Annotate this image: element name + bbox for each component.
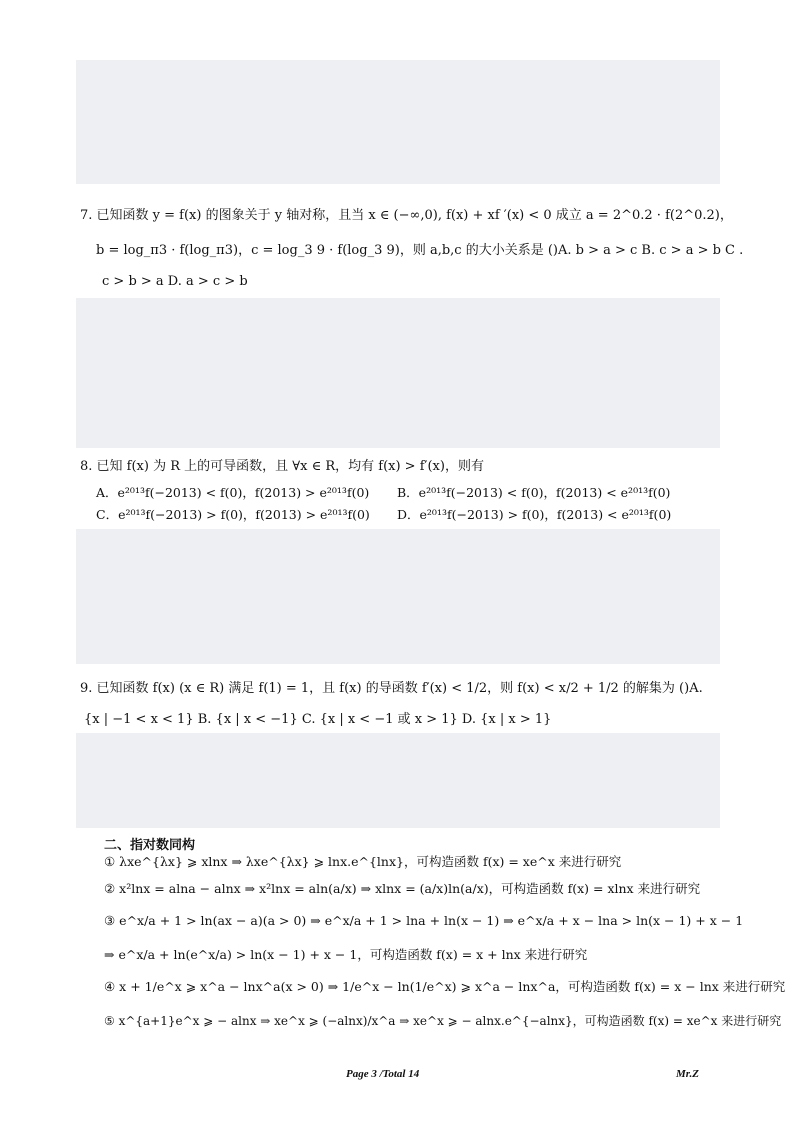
answer-area-1	[76, 60, 720, 184]
method-item-2: ② x²lnx = alna − alnx ⇒ x²lnx = aln(a/x) ⇒ xlnx = (a/x)ln(a/x)，可构造函数 f(x) = xlnx 来进行研究	[104, 881, 701, 896]
answer-area-4	[76, 733, 720, 828]
section-title: 二、指对数同构	[104, 838, 196, 853]
method-item-1: ① λxe^{λx} ⩾ xlnx ⇒ λxe^{λx} ⩾ lnx.e^{lnx}，可构造函数 f(x) = xe^x 来进行研究	[104, 854, 622, 869]
question-9-line-2: {x | −1 < x < 1} B. {x | x < −1} C. {x | x < −1 或 x > 1} D. {x | x > 1}	[84, 712, 552, 727]
method-item-4: ④ x + 1/e^x ⩾ x^a − lnx^a(x > 0) ⇒ 1/e^x − ln(1/e^x) ⩾ x^a − lnx^a，可构造函数 f(x) = x − lnx 来进行研究	[104, 979, 786, 994]
question-8-option-d: D．e²⁰¹³f(−2013) > f(0)，f(2013) < e²⁰¹³f(0)	[397, 507, 672, 522]
question-8-option-b: B．e²⁰¹³f(−2013) < f(0)，f(2013) < e²⁰¹³f(0)	[397, 485, 671, 500]
question-8-stem: 8. 已知 f(x) 为 R 上的可导函数，且 ∀x ∈ R，均有 f(x) > f′(x)，则有	[80, 459, 484, 474]
page-number: Page 3 /Total 14	[346, 1068, 420, 1080]
question-7-line-1: 7. 已知函数 y = f(x) 的图象关于 y 轴对称，且当 x ∈ (−∞,0), f(x) + xf ′(x) < 0 成立 a = 2^0.2 · f(2^0.2)，	[80, 208, 733, 223]
method-item-3-line-2: ⇒ e^x/a + ln(e^x/a) > ln(x − 1) + x − 1，可构造函数 f(x) = x + lnx 来进行研究	[104, 947, 588, 962]
question-8-option-c: C．e²⁰¹³f(−2013) > f(0)，f(2013) > e²⁰¹³f(0)	[96, 507, 370, 522]
question-9-line-1: 9. 已知函数 f(x) (x ∈ R) 满足 f(1) = 1，且 f(x) 的导函数 f′(x) < 1/2，则 f(x) < x/2 + 1/2 的解集为 ()A.	[80, 681, 703, 696]
method-item-5: ⑤ x^{a+1}e^x ⩾ − alnx ⇒ xe^x ⩾ (−alnx)/x^a ⇒ xe^x ⩾ − alnx.e^{−alnx}，可构造函数 f(x) = xe^x 来进行研究	[104, 1014, 782, 1028]
answer-area-3	[76, 529, 720, 664]
question-8-option-a: A．e²⁰¹³f(−2013) < f(0)，f(2013) > e²⁰¹³f(0)	[96, 485, 370, 500]
question-7-line-2: b = log_π3 · f(log_π3)，c = log_3 9 · f(log_3 9)，则 a,b,c 的大小关系是 ()A. b > a > c B. c > a > b C .	[96, 243, 744, 258]
answer-area-2	[76, 298, 720, 448]
author-label: Mr.Z	[676, 1068, 699, 1080]
method-item-3-line-1: ③ e^x/a + 1 > ln(ax − a)(a > 0) ⇒ e^x/a + 1 > lna + ln(x − 1) ⇒ e^x/a + x − lna > ln(x − 1) + x − 1	[104, 913, 744, 928]
question-7-line-3: c > b > a D. a > c > b	[102, 274, 248, 289]
